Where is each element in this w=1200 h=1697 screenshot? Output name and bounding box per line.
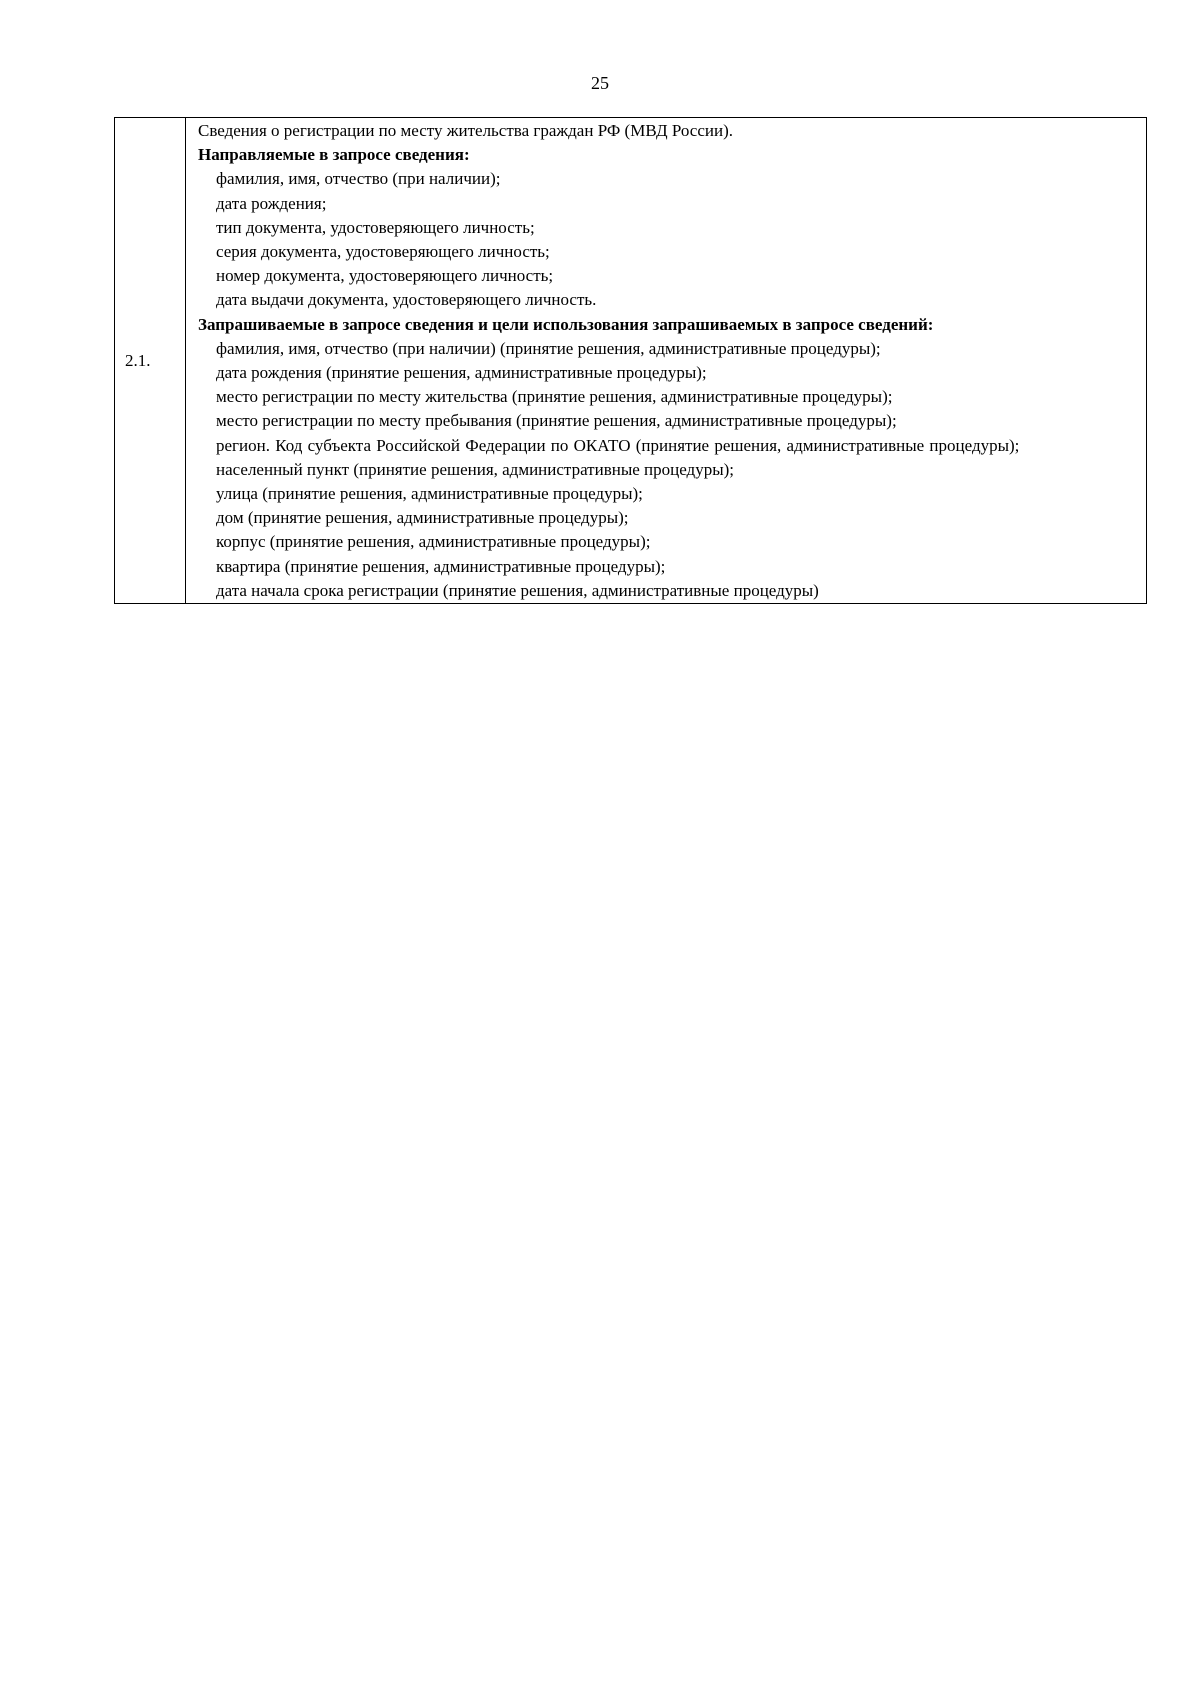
document-table: [114, 117, 1147, 604]
row-number: 2.1.: [125, 350, 151, 370]
requested-data-heading: Запрашиваемые в запросе сведения и цели использования запрашиваемых в запросе сведений:: [198, 314, 934, 334]
requested-data-item: улица (принятие решения, административные процедуры);: [216, 484, 643, 504]
sent-data-item: дата рождения;: [216, 193, 327, 213]
sent-data-item: фамилия, имя, отчество (при наличии);: [216, 169, 501, 189]
requested-data-item: населенный пункт (принятие решения, административные процедуры);: [216, 459, 735, 479]
requested-data-item: место регистрации по месту пребывания (принятие решения, административные процедуры);: [216, 411, 897, 431]
requested-data-item-region: регион. Код субъекта Российской Федерации по ОКАТО (принятие решения, административные процедуры);: [216, 435, 1020, 455]
sent-data-heading: Направляемые в запросе сведения:: [198, 145, 470, 165]
page-number: 25: [591, 73, 609, 93]
sent-data-item: тип документа, удостоверяющего личность;: [216, 217, 535, 237]
requested-data-item: квартира (принятие решения, административные процедуры);: [216, 556, 666, 576]
requested-data-item: корпус (принятие решения, административные процедуры);: [216, 532, 651, 552]
table-row: [115, 118, 1147, 604]
row-content-cell: [186, 118, 1147, 604]
row-number-cell: [115, 118, 186, 604]
requested-data-item: дата начала срока регистрации (принятие решения, административные процедуры): [216, 580, 819, 600]
section-title: Сведения о регистрации по месту жительства граждан РФ (МВД России).: [198, 121, 734, 140]
sent-data-item: номер документа, удостоверяющего личность;: [216, 266, 554, 286]
sent-data-item: дата выдачи документа, удостоверяющего личность.: [216, 290, 597, 310]
requested-data-item: фамилия, имя, отчество (при наличии) (принятие решения, административные процедуры);: [216, 338, 881, 358]
requested-data-item: место регистрации по месту жительства (принятие решения, административные процедуры);: [216, 387, 893, 407]
requested-data-item: дом (принятие решения, административные процедуры);: [216, 508, 629, 528]
sent-data-item: серия документа, удостоверяющего личность;: [216, 242, 550, 262]
requested-data-item: дата рождения (принятие решения, административные процедуры);: [216, 363, 707, 383]
